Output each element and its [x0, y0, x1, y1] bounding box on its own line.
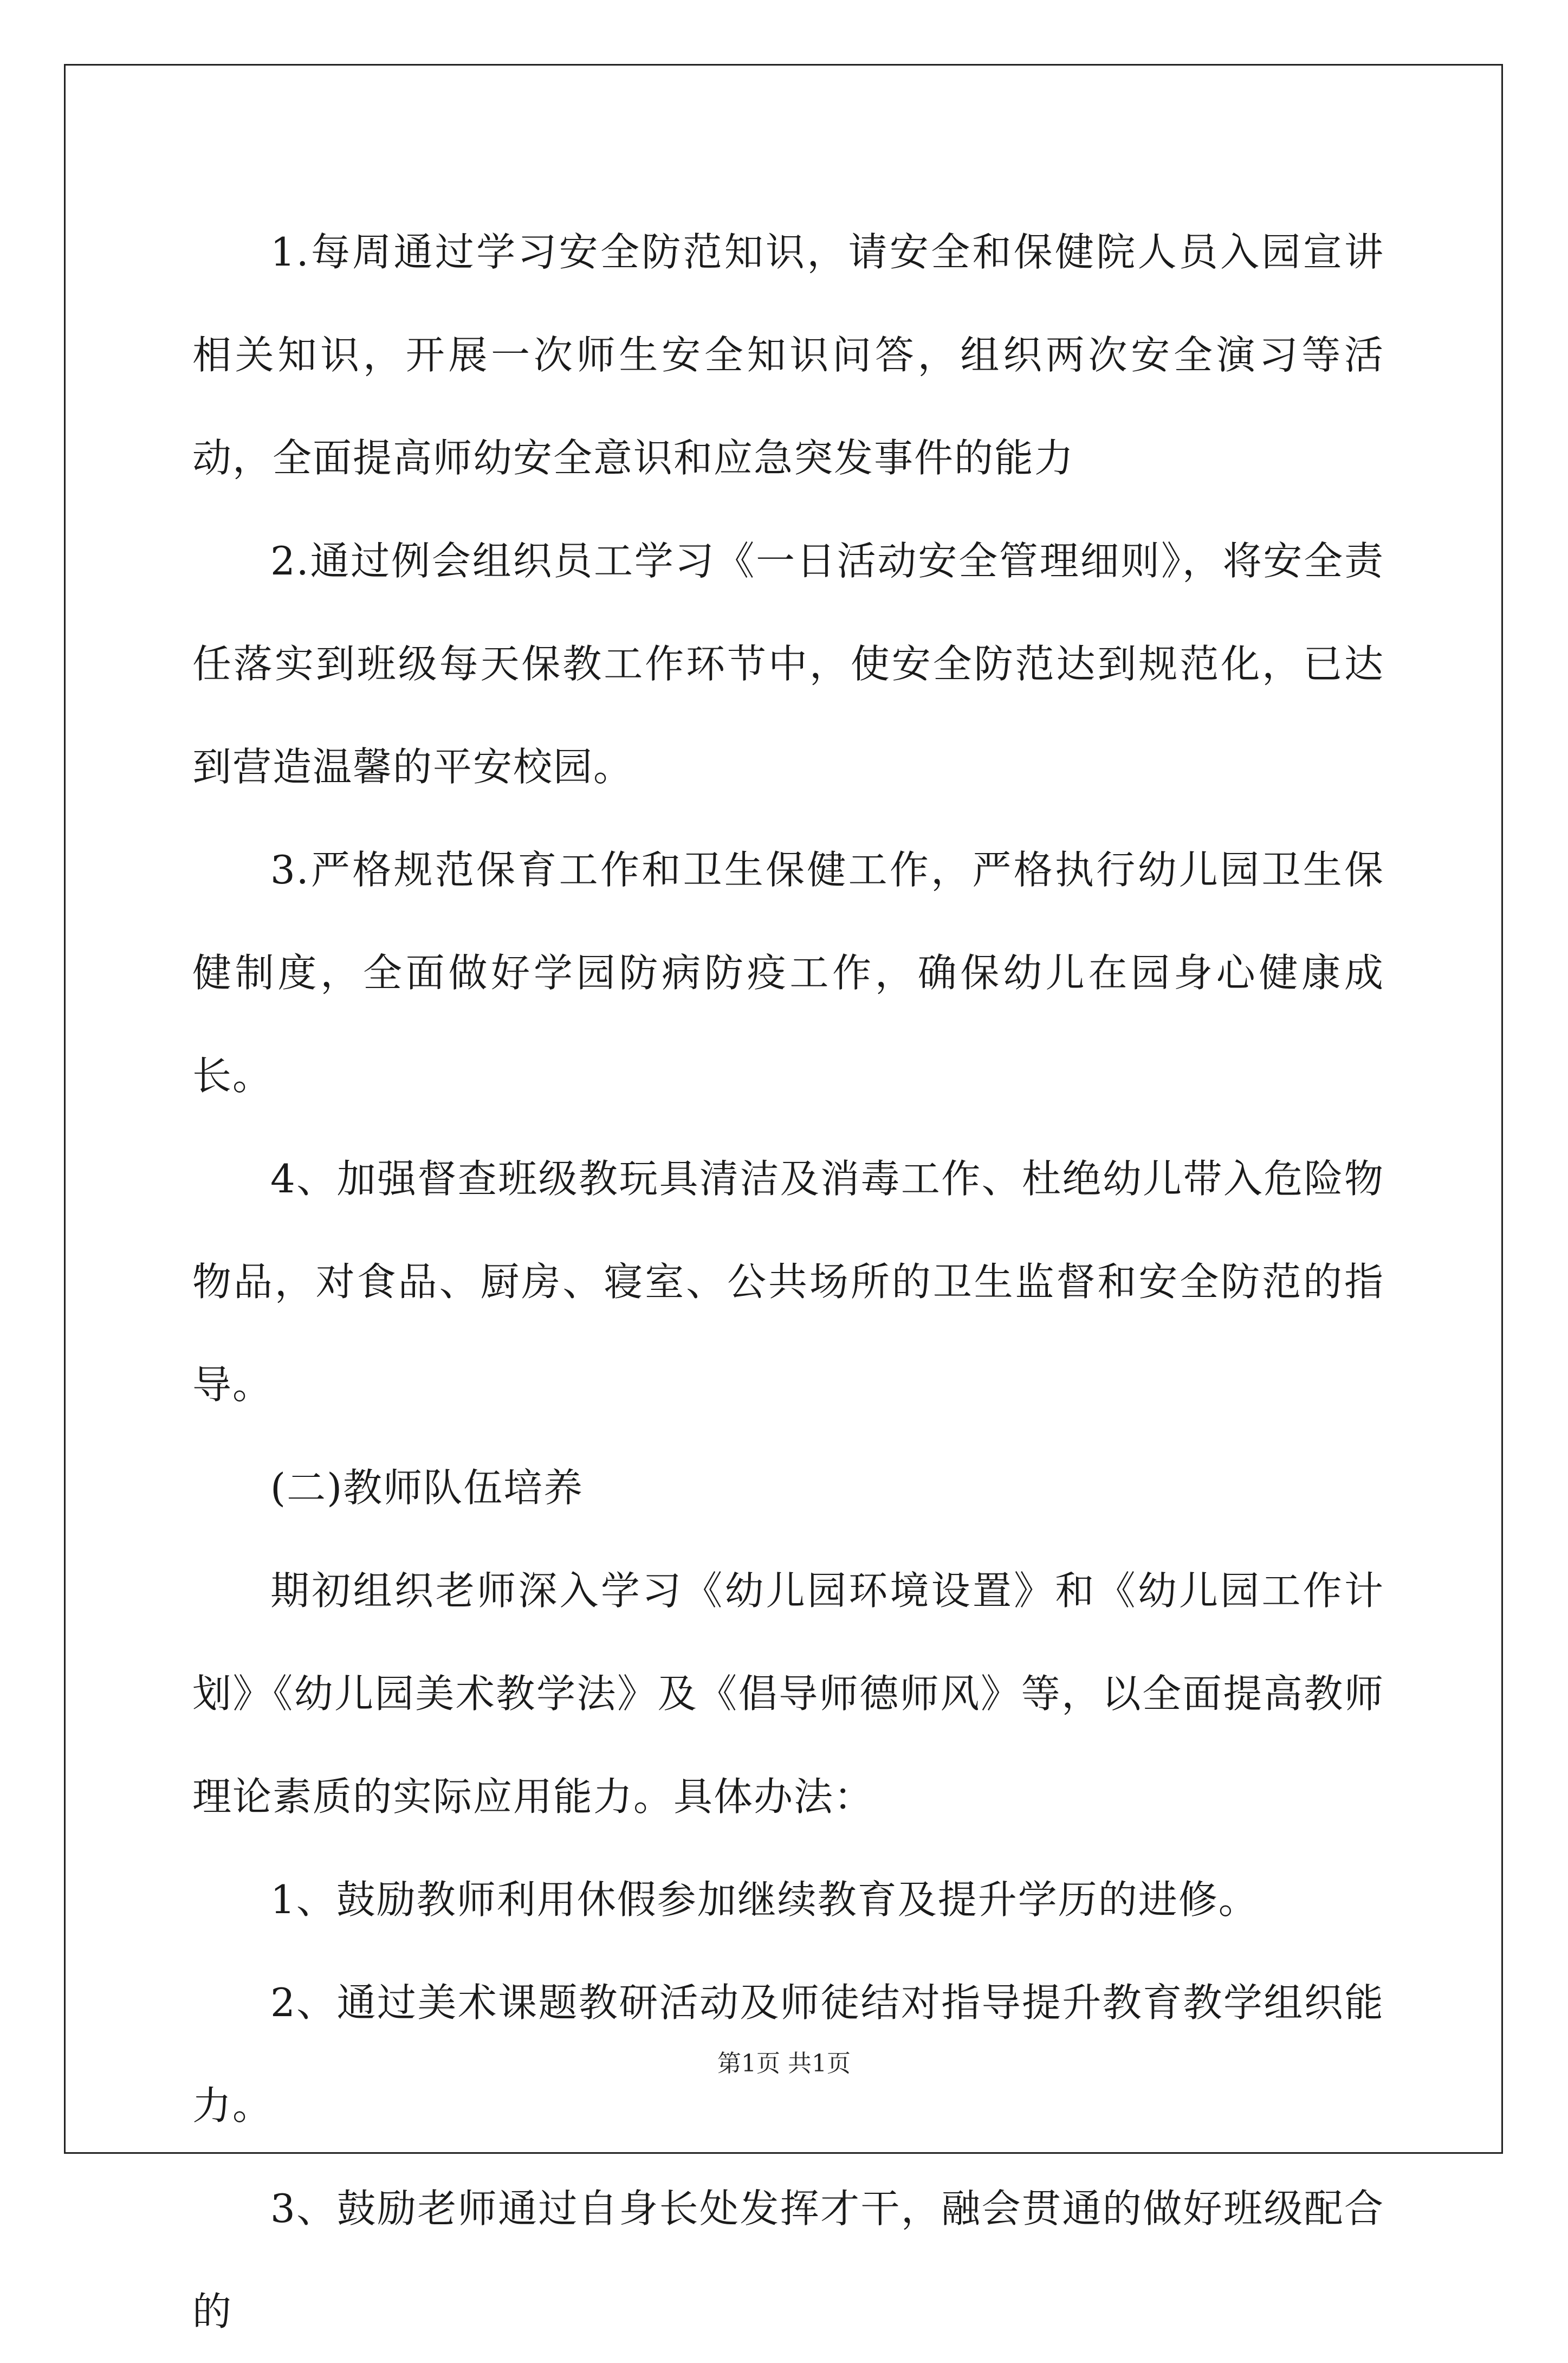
list-item-1: 1、鼓励教师利用休假参加继续教育及提升学历的进修。: [270, 1877, 1259, 1922]
paragraph-4: 4、加强督查班级教玩具清洁及消毒工作、杜绝幼儿带入危险物物品，对食品、厨房、寝室、公共场所的卫生监督和安全防范的指导。: [192, 1156, 1384, 1408]
document-body: [192, 201, 1384, 2363]
paragraph-1: 1.每周通过学习安全防范知识，请安全和保健院人员入园宣讲相关知识，开展一次师生安全知识问答，组织两次安全演习等活动，全面提高师幼安全意识和应急突发事件的能力: [192, 229, 1384, 481]
paragraph-2: 2.通过例会组织员工学习《一日活动安全管理细则》，将安全责任落实到班级每天保教工作环节中，使安全防范达到规范化，已达到营造温馨的平安校园。: [192, 538, 1384, 790]
list-item-2: 2、通过美术课题教研活动及师徒结对指导提升教育教学组织能力。: [192, 1980, 1384, 2128]
list-item-3: 3、鼓励老师通过自身长处发挥才干，融会贯通的做好班级配合的: [192, 2186, 1384, 2334]
section-heading: (二)教师队伍培养: [270, 1465, 584, 1510]
paragraph-5: 期初组织老师深入学习《幼儿园环境设置》和《幼儿园工作计划》《幼儿园美术教学法》及《倡导师德师风》等，以全面提高教师理论素质的实际应用能力。具体办法：: [192, 1568, 1384, 1819]
page-footer: 第1页 共1页: [717, 2050, 851, 2077]
paragraph-3: 3.严格规范保育工作和卫生保健工作，严格执行幼儿园卫生保健制度，全面做好学园防病防疫工作，确保幼儿在园身心健康成长。: [192, 847, 1384, 1099]
